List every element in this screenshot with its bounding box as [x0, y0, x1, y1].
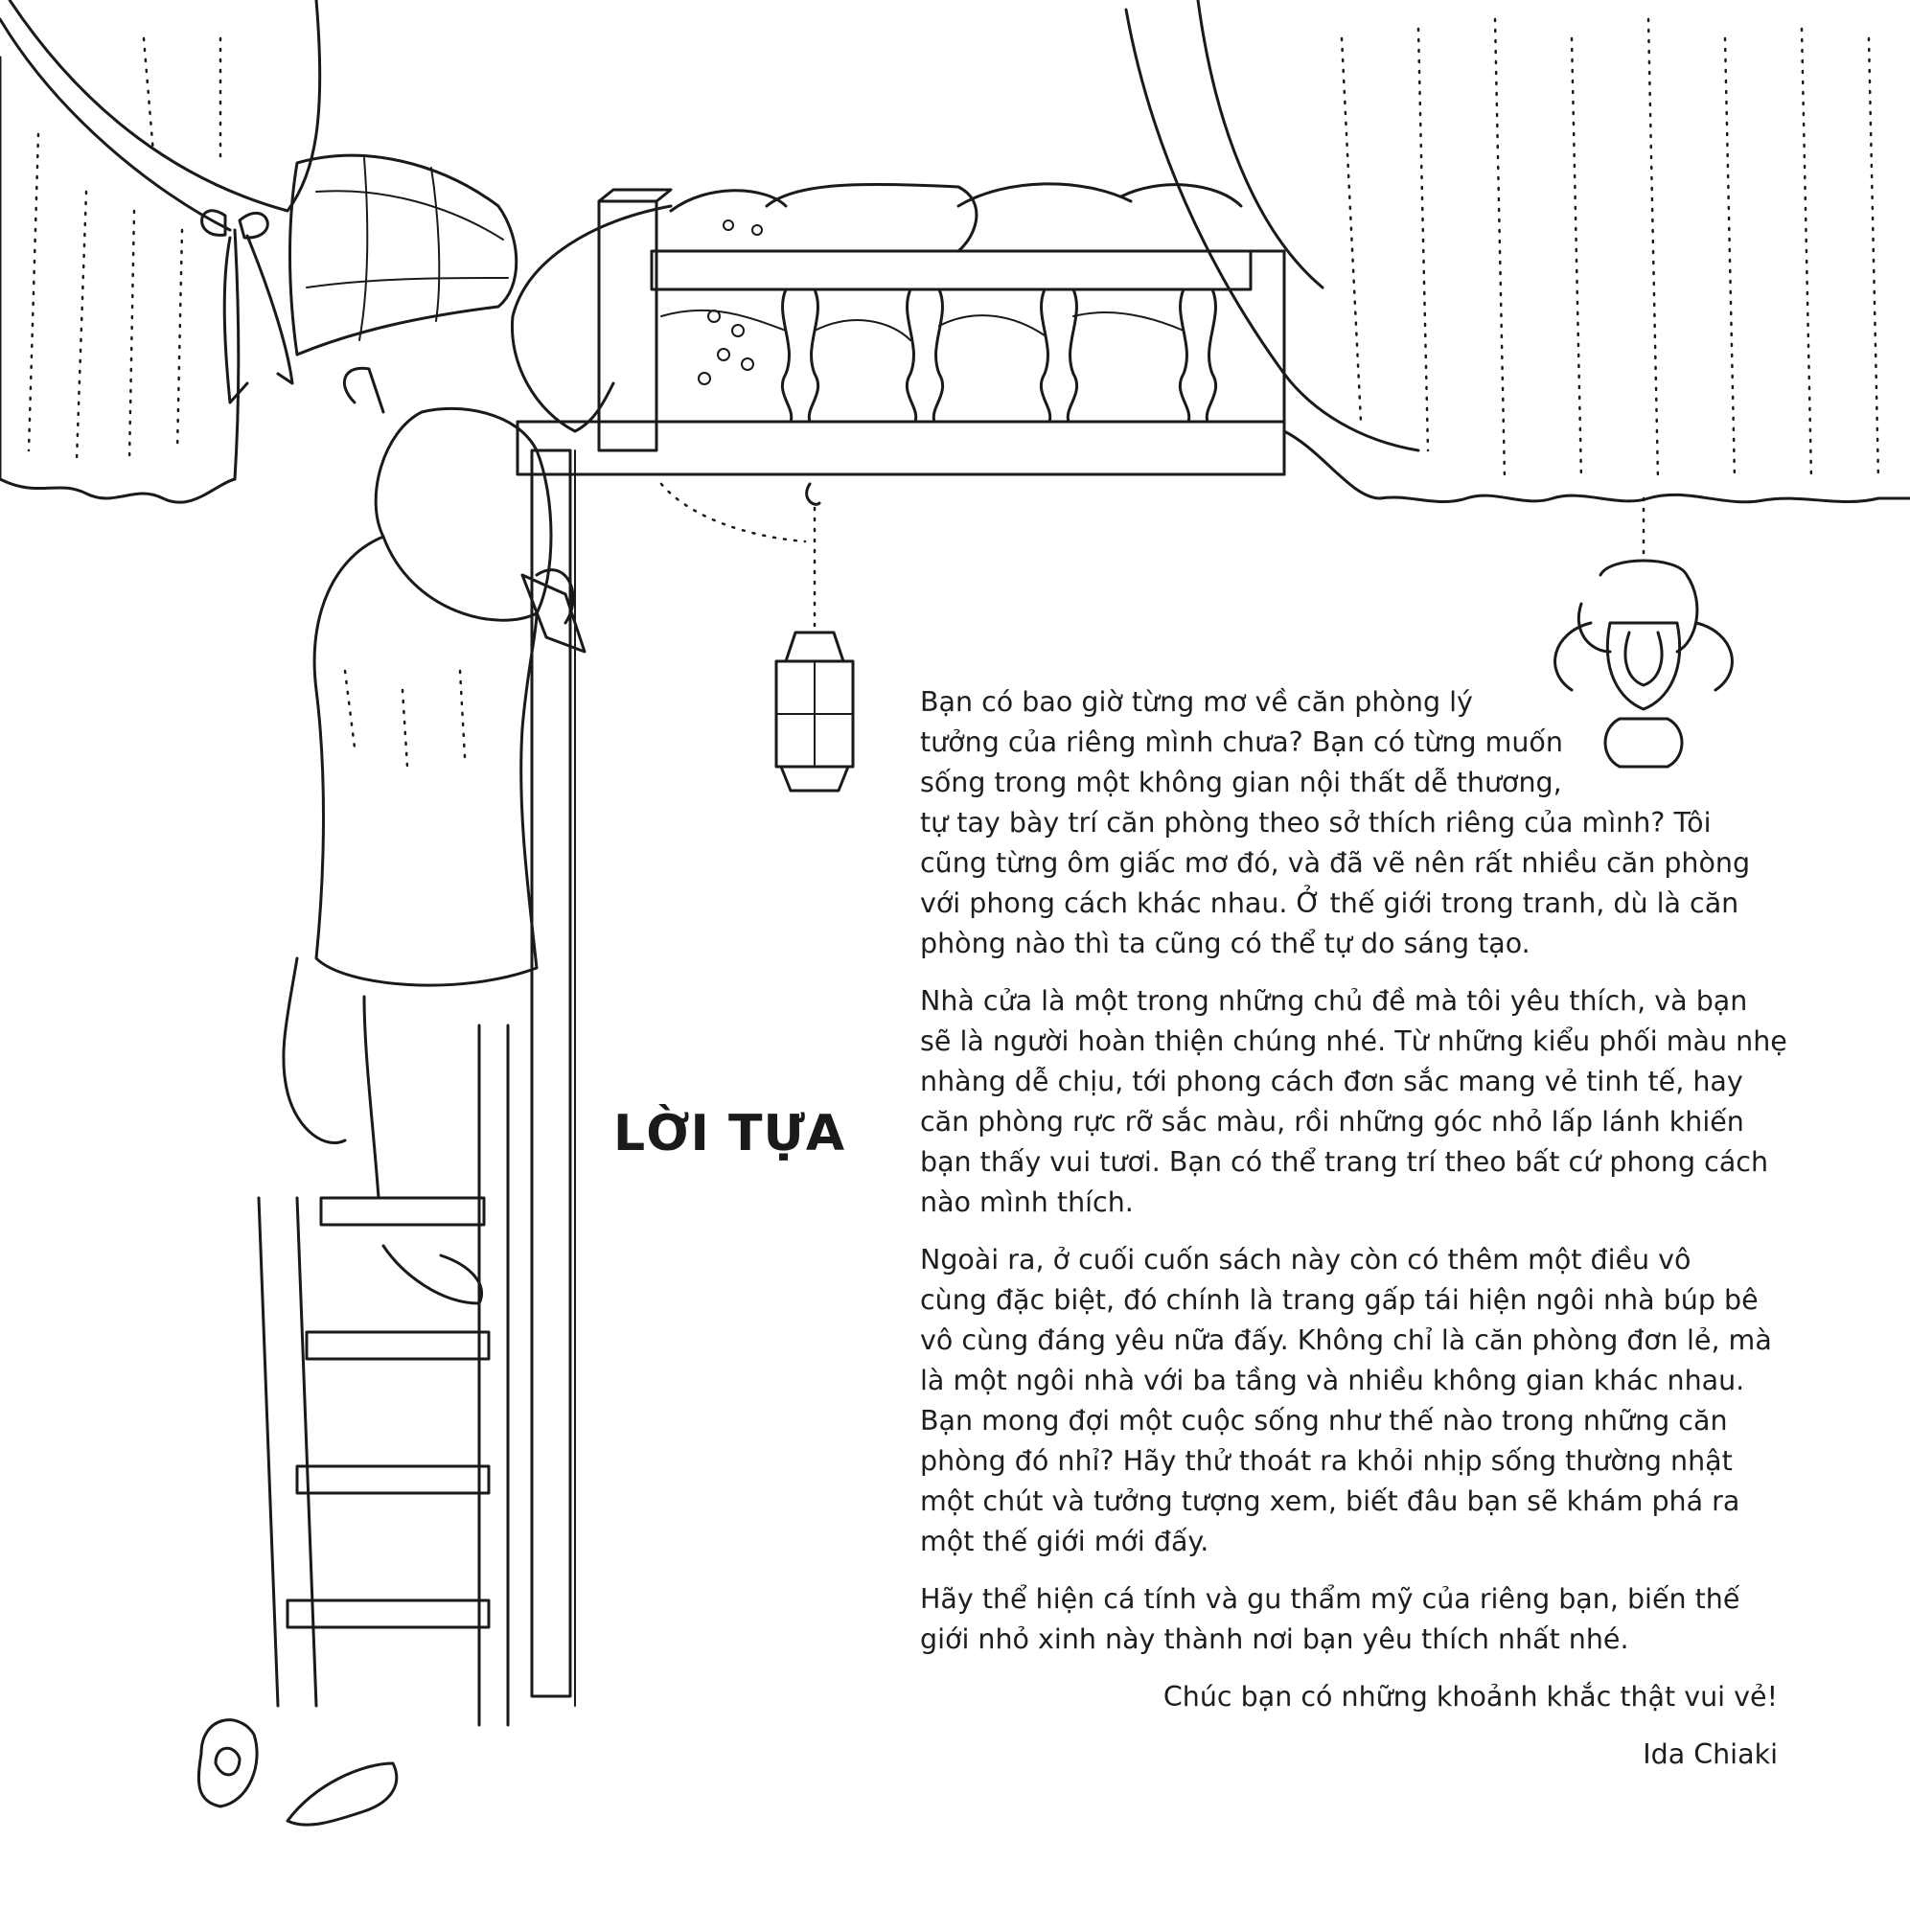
text-line: sống trong một không gian nội thất dễ thương,	[920, 767, 1562, 798]
text-line: căn phòng rực rỡ sắc màu, rồi những góc nhỏ lấp lánh khiến	[920, 1106, 1744, 1138]
author-signature: Ida Chiaki	[1643, 1738, 1778, 1770]
hanging-lantern-center	[661, 484, 853, 791]
text-line: một thế giới mới đấy.	[920, 1526, 1209, 1557]
text-line: Nhà cửa là một trong những chủ đề mà tôi yêu thích, và bạn	[920, 985, 1748, 1017]
text-line: Hãy thể hiện cá tính và gu thẩm mỹ của riêng bạn, biến thế	[920, 1583, 1740, 1615]
text-line: Ngoài ra, ở cuối cuốn sách này còn có thêm một điều vô	[920, 1244, 1691, 1276]
text-line: phòng đó nhỉ? Hãy thử thoát ra khỏi nhịp sống thường nhật	[920, 1445, 1733, 1477]
left-curtain	[0, 0, 320, 502]
text-line: với phong cách khác nhau. Ở thế giới trong tranh, dù là căn	[920, 887, 1739, 919]
text-line: giới nhỏ xinh này thành nơi bạn yêu thích nhất nhé.	[920, 1623, 1629, 1655]
paragraph-4	[882, 1579, 1778, 1660]
text-line: nào mình thích.	[920, 1186, 1134, 1218]
shoes	[198, 1720, 396, 1825]
paragraph-2	[882, 981, 1787, 1223]
closing-line: Chúc bạn có những khoảnh khắc thật vui vẻ!	[1162, 1681, 1778, 1713]
curtain-bow	[202, 211, 292, 402]
text-line: Bạn mong đợi một cuộc sống như thế nào trong những căn	[920, 1405, 1728, 1437]
girl-figure	[284, 368, 585, 1303]
text-line: một chút và tưởng tượng xem, biết đâu bạn sẽ khám phá ra	[920, 1485, 1740, 1517]
text-line: bạn thấy vui tươi. Bạn có thể trang trí theo bất cứ phong cách	[920, 1146, 1769, 1178]
text-line: vô cùng đáng yêu nữa đấy. Không chỉ là căn phòng đơn lẻ, mà	[920, 1324, 1772, 1356]
text-line: sẽ là người hoàn thiện chúng nhé. Từ những kiểu phối màu nhẹ	[920, 1025, 1787, 1057]
text-line: là một ngôi nhà với ba tầng và nhiều không gian khác nhau.	[920, 1365, 1745, 1396]
text-line: nhàng dễ chịu, tới phong cách đơn sắc mang vẻ tinh tế, hay	[920, 1066, 1743, 1097]
text-line: tưởng của riêng mình chưa? Bạn có từng muốn	[920, 726, 1563, 758]
ladder	[259, 1025, 508, 1725]
paragraph-3	[882, 1240, 1778, 1562]
text-line: tự tay bày trí căn phòng theo sở thích riêng của mình? Tôi	[920, 807, 1712, 839]
text-line: phòng nào thì ta cũng có thể tự do sáng tạo.	[920, 928, 1530, 959]
paragraph-1	[882, 682, 1778, 964]
preface-text	[882, 682, 1787, 1775]
text-line: cũng từng ôm giấc mơ đó, và đã vẽ nên rất nhiều căn phòng	[920, 847, 1751, 879]
plaid-pillow	[290, 155, 517, 355]
text-line: cùng đặc biệt, đó chính là trang gấp tái hiện ngôi nhà búp bê	[920, 1284, 1759, 1316]
page-title: LỜI TỰA	[613, 1104, 846, 1162]
text-line: Bạn có bao giờ từng mơ về căn phòng lý	[920, 686, 1473, 718]
